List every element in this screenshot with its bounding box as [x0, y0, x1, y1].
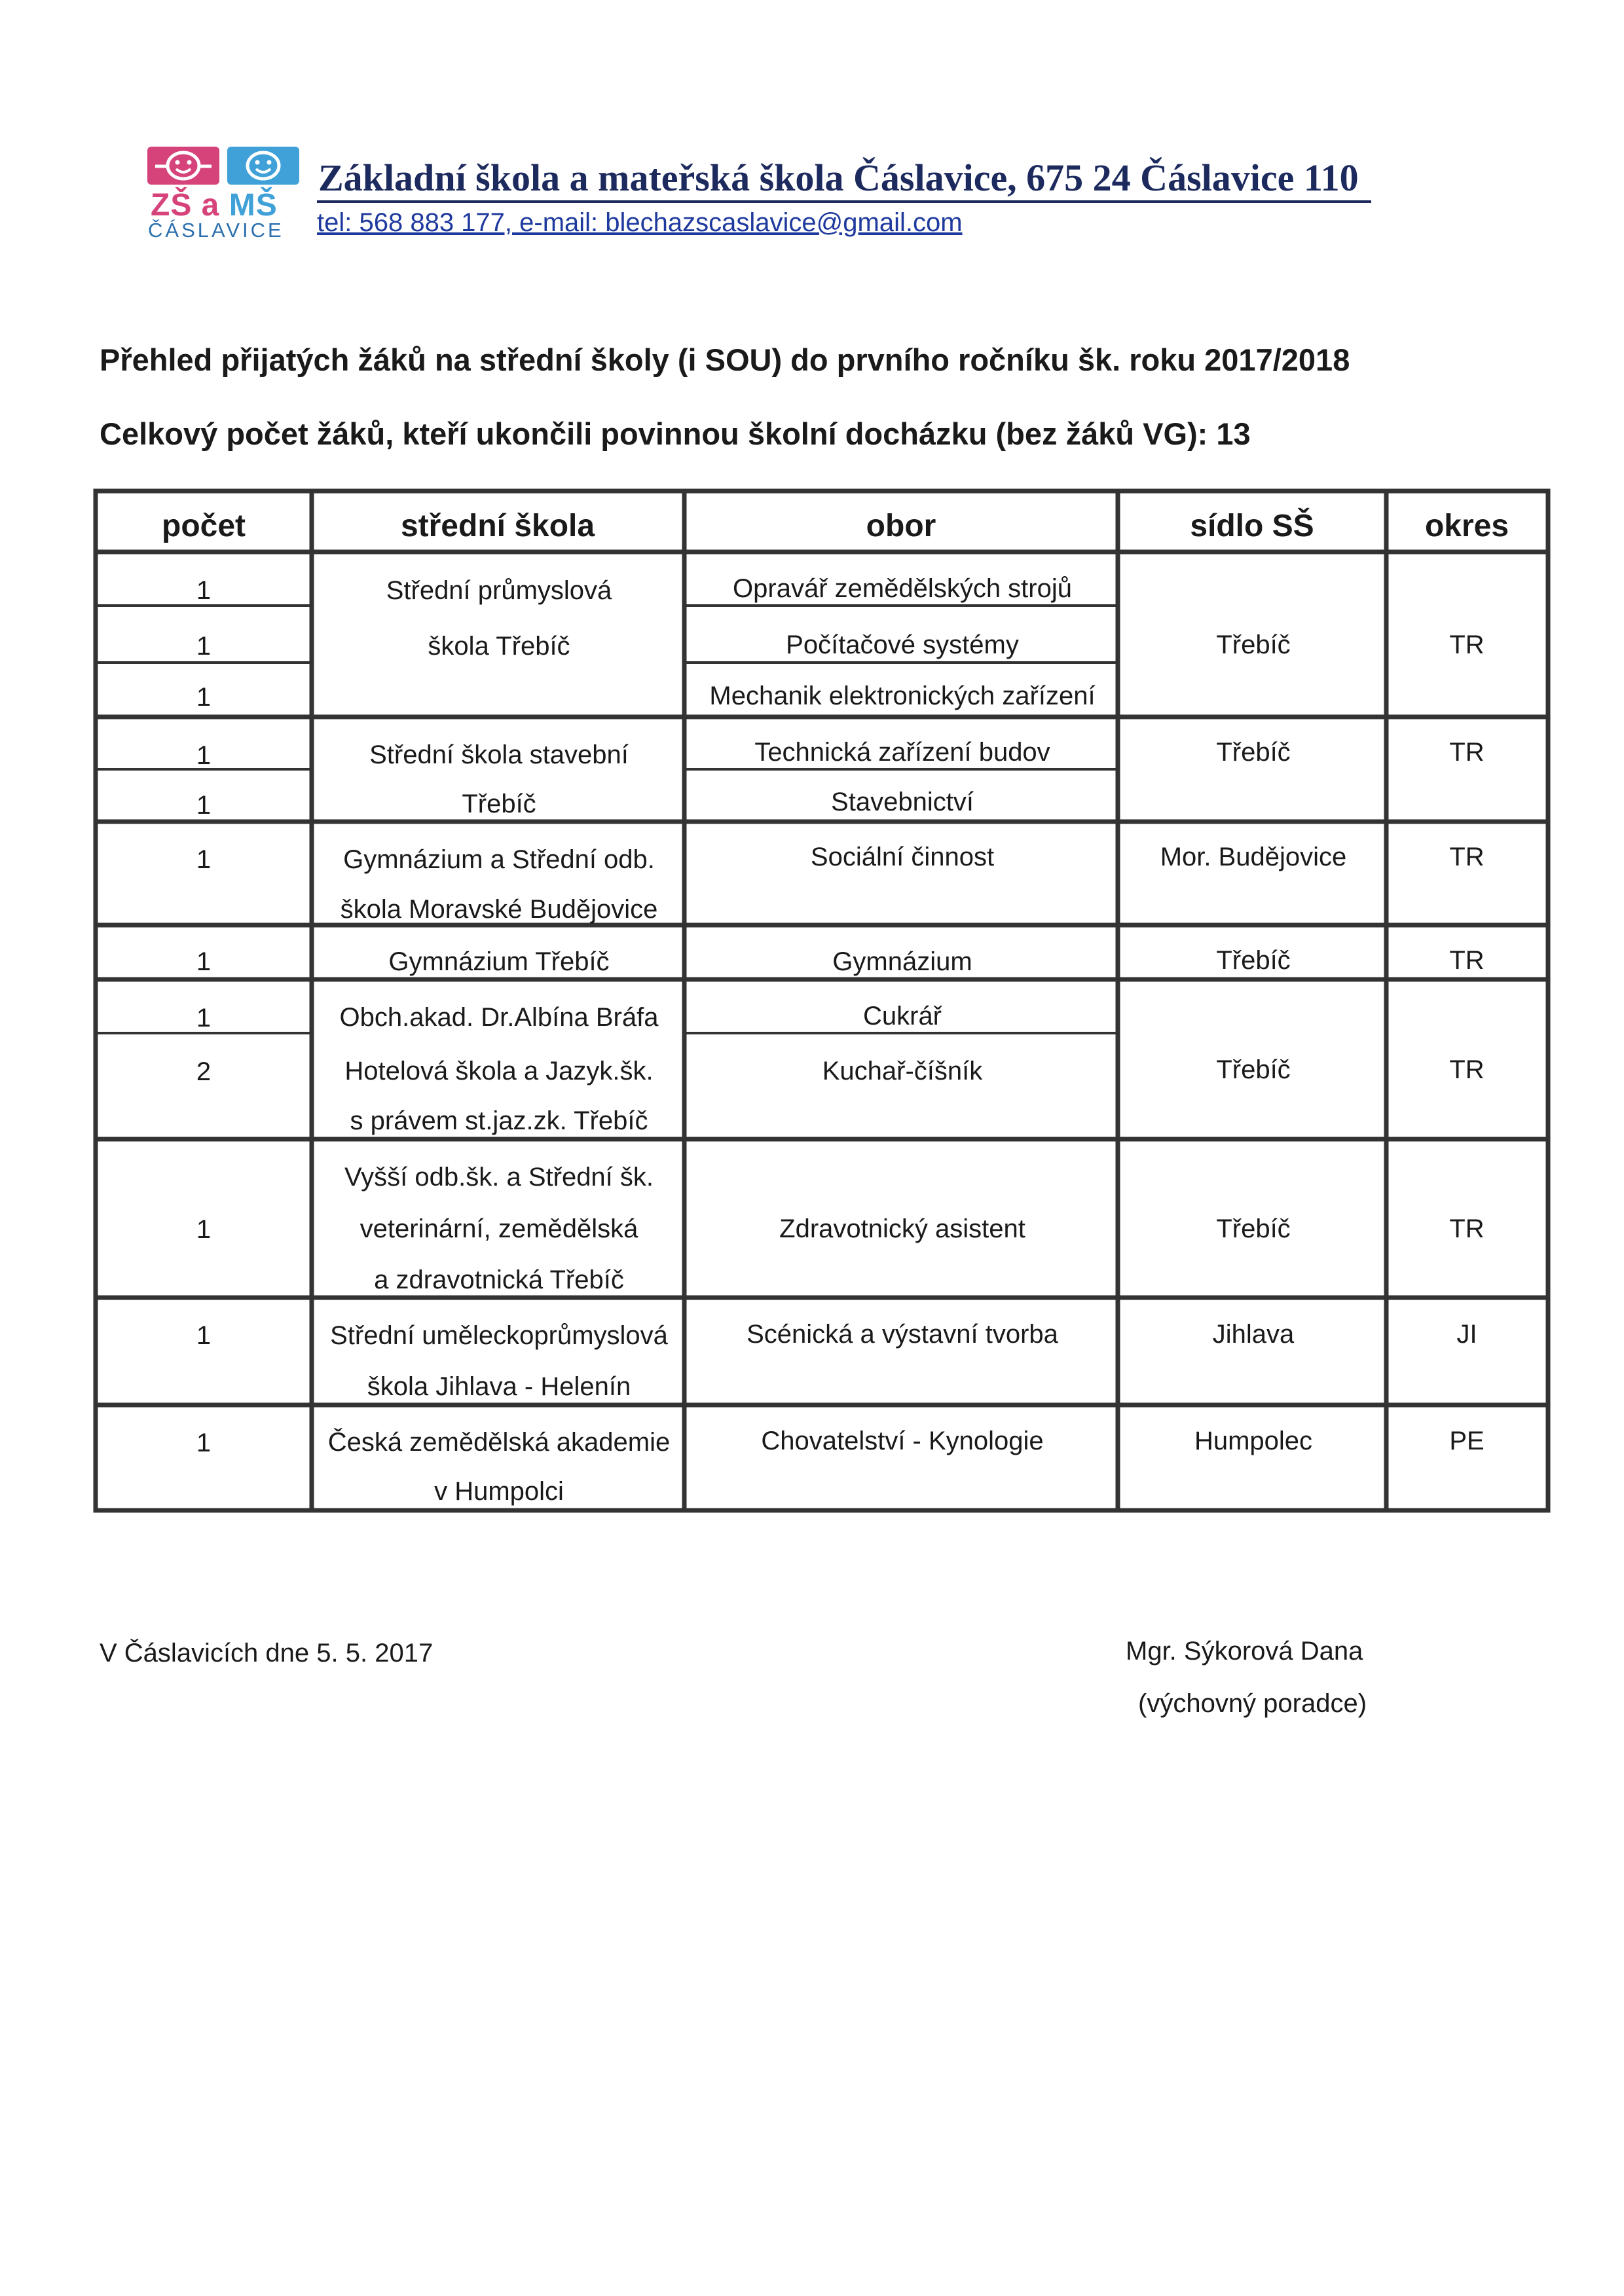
- logo-town: ČÁSLAVICE: [148, 219, 284, 242]
- table-cell-skola: a zdravotnická Třebíč: [374, 1266, 624, 1294]
- table-cell-pocet: 1: [196, 791, 212, 820]
- table-cell-obor: Gymnázium: [832, 947, 972, 976]
- table-cell-obor: Cukrář: [862, 1002, 942, 1030]
- col-header-pocet: počet: [161, 509, 246, 543]
- table-cell-okres: TR: [1449, 843, 1485, 871]
- table-cell-skola: veterinární, zemědělská: [360, 1214, 638, 1243]
- table-cell-okres: TR: [1449, 738, 1485, 767]
- table-cell-sidlo: Humpolec: [1194, 1427, 1313, 1455]
- table-cell-skola: s právem st.jaz.zk. Třebíč: [350, 1106, 648, 1135]
- table-cell-obor: Technická zařízení budov: [754, 738, 1050, 767]
- table-cell-pocet: 2: [196, 1057, 212, 1086]
- table-cell-sidlo: Třebíč: [1216, 738, 1291, 767]
- school-name: Základní škola a mateřská škola Čáslavice, 675 24 Čáslavice 110: [318, 156, 1359, 199]
- table-cell-pocet: 1: [196, 1429, 212, 1457]
- table-cell-sidlo: Mor. Budějovice: [1160, 843, 1347, 871]
- table-cell-skola: Třebíč: [462, 790, 536, 818]
- summary-count: Celkový počet žáků, kteří ukončili povinnou školní docházku (bez žáků VG): 13: [100, 416, 1251, 451]
- table-cell-sidlo: Třebíč: [1216, 630, 1291, 659]
- table-cell-skola: Hotelová škola a Jazyk.šk.: [344, 1057, 654, 1085]
- table-cell-sidlo: Jihlava: [1212, 1320, 1295, 1349]
- table-cell-obor: Zdravotnický asistent: [779, 1214, 1025, 1243]
- table-cell-obor: Chovatelství - Kynologie: [761, 1427, 1044, 1455]
- table-cell-obor: Sociální činnost: [810, 843, 995, 871]
- table-cell-pocet: 1: [196, 1004, 212, 1032]
- table-cell-skola: Střední škola stavební: [369, 740, 629, 769]
- signer-name: Mgr. Sýkorová Dana: [1126, 1637, 1363, 1666]
- table-cell-sidlo: Třebíč: [1216, 1055, 1291, 1084]
- table-cell-okres: TR: [1449, 1055, 1485, 1084]
- col-header-obor: obor: [866, 509, 936, 543]
- table-cell-pocet: 1: [196, 683, 212, 712]
- table-cell-skola: škola Třebíč: [428, 632, 570, 661]
- table-cell-pocet: 1: [196, 576, 212, 605]
- col-header-skola: střední škola: [400, 509, 595, 543]
- table-cell-obor: Scénická a výstavní tvorba: [747, 1320, 1058, 1349]
- table-cell-okres: PE: [1449, 1427, 1485, 1455]
- table-cell-pocet: 1: [196, 845, 212, 874]
- table-cell-obor: Kuchař-číšník: [822, 1057, 983, 1085]
- table-cell-skola: škola Jihlava - Helenín: [367, 1372, 631, 1401]
- table-cell-sidlo: Třebíč: [1216, 1214, 1291, 1243]
- table-cell-okres: TR: [1449, 946, 1485, 975]
- table-cell-pocet: 1: [196, 947, 212, 976]
- table-cell-obor: Opravář zemědělských strojů: [733, 574, 1072, 603]
- table-cell-skola: v Humpolci: [434, 1477, 564, 1506]
- table-cell-skola: Střední uměleckoprůmyslová: [330, 1321, 668, 1350]
- table-cell-skola: Gymnázium a Střední odb.: [343, 845, 655, 874]
- table-cell-skola: Obch.akad. Dr.Albína Bráfa: [339, 1003, 659, 1032]
- logo-wordmark: ZŠ a MŠ: [151, 188, 278, 223]
- table-cell-sidlo: Třebíč: [1216, 946, 1291, 975]
- place-and-date: V Čáslavicích dne 5. 5. 2017: [100, 1639, 434, 1667]
- col-header-okres: okres: [1424, 509, 1509, 543]
- table-cell-pocet: 1: [196, 632, 212, 661]
- table-cell-obor: Mechanik elektronických zařízení: [709, 682, 1096, 710]
- signer-role: (výchovný poradce): [1138, 1689, 1367, 1718]
- contact-link[interactable]: tel: 568 883 177, e-mail: blechazscaslavice@gmail.com: [317, 208, 963, 237]
- table-cell-pocet: 1: [196, 1215, 212, 1244]
- col-header-sidlo: sídlo SŠ: [1190, 509, 1314, 543]
- table-cell-skola: Střední průmyslová: [386, 576, 612, 605]
- table-cell-okres: TR: [1449, 1214, 1485, 1243]
- table-cell-skola: Vyšší odb.šk. a Střední šk.: [344, 1163, 654, 1192]
- table-cell-pocet: 1: [196, 741, 212, 770]
- table-cell-skola: škola Moravské Budějovice: [340, 895, 658, 924]
- table-cell-skola: Gymnázium Třebíč: [388, 947, 610, 976]
- table-cell-pocet: 1: [196, 1321, 212, 1350]
- table-cell-skola: Česká zemědělská akademie: [327, 1428, 671, 1457]
- table-cell-okres: JI: [1456, 1320, 1477, 1349]
- table-cell-obor: Počítačové systémy: [786, 630, 1019, 659]
- table-cell-obor: Stavebnictví: [831, 788, 974, 816]
- table-cell-okres: TR: [1449, 630, 1485, 659]
- page-title: Přehled přijatých žáků na střední školy (i SOU) do prvního ročníku šk. roku 2017/2018: [100, 342, 1350, 377]
